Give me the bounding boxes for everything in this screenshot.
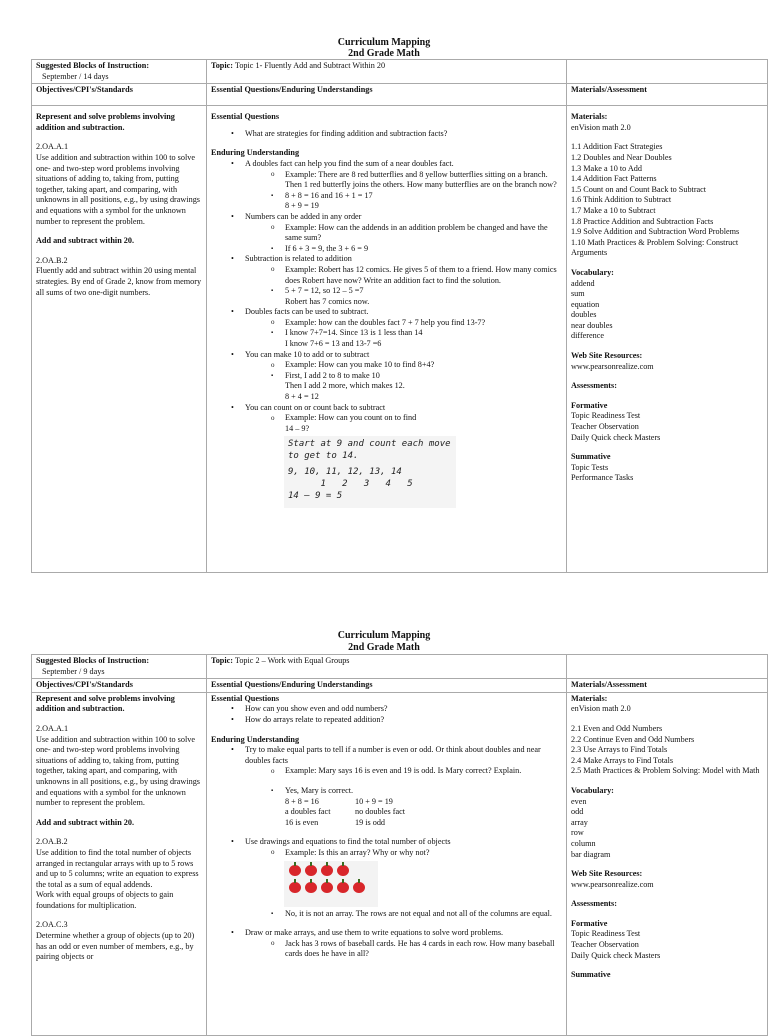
understanding-item: • Draw or make arrays, and use them to write equations to solve word problems.	[211, 928, 562, 939]
answer-item: ▪ I know 7+7=14. Since 13 is 1 less than 14 I know 7+6 = 13 and 13-7 =6	[211, 328, 562, 349]
answer-item	[211, 786, 562, 828]
lesson-item: 2.1 Even and Odd Numbers	[571, 723, 663, 733]
lesson-item: 1.3 Make a 10 to Add	[571, 163, 642, 173]
example-item: o Example: Is this an array? Why or why not?	[211, 848, 562, 859]
objective-heading: Add and subtract within 20.	[36, 236, 135, 246]
apple-icon	[321, 882, 333, 893]
column-header-row	[32, 84, 768, 106]
essential-questions-heading: Essential Questions	[211, 112, 280, 122]
understanding-item: • Doubles facts can be used to subtract.	[211, 307, 562, 318]
suggested-blocks-cell	[32, 655, 207, 679]
summative-item: Performance Tasks	[571, 473, 634, 483]
sketch-line: 1 2 3 4 5	[288, 479, 413, 490]
topic-value: Topic 1- Fluently Add and Subtract Within 20	[234, 61, 386, 70]
formative-heading: Formative	[571, 918, 608, 928]
suggested-blocks-value: September / 9 days	[42, 666, 105, 676]
enduring-understanding-heading: Enduring Understanding	[211, 148, 300, 158]
content-row	[32, 692, 768, 1035]
lesson-item: 1.7 Make a 10 to Subtract	[571, 205, 656, 215]
objectives-cell	[32, 106, 207, 573]
col-essential-header: Essential Questions/Enduring Understandings	[207, 84, 567, 106]
formative-item: Topic Readiness Test	[571, 411, 641, 421]
topic-row	[32, 60, 768, 84]
standard-code: 2.OA.A.1	[36, 142, 69, 152]
apple-icon	[321, 865, 333, 876]
handwritten-count-on-sketch	[284, 436, 456, 508]
apple-icon	[289, 865, 301, 876]
materials-cell	[567, 106, 768, 573]
example-item: o Jack has 3 rows of baseball cards. He has 4 cards in each row. How many baseball cards does he have in all?	[211, 939, 562, 960]
vocabulary-item: addend	[571, 278, 595, 288]
standard-code: 2.OA.A.1	[36, 723, 69, 733]
vocabulary-item: even	[571, 796, 587, 806]
formative-item: Daily Quick check Masters	[571, 950, 661, 960]
sketch-line: to get to 14.	[288, 451, 359, 462]
apple-array-image	[284, 861, 378, 907]
answer-line: ▪ Yes, Mary is correct.	[285, 785, 354, 795]
answer-item: ▪ If 6 + 3 = 9, the 3 + 6 = 9	[211, 244, 562, 255]
col-objectives-header: Objectives/CPI's/Standards	[32, 679, 207, 693]
example-item: o Example: Mary says 16 is even and 19 is odd. Is Mary correct? Explain.	[211, 766, 562, 777]
answer-line: 10 + 9 = 19	[355, 796, 393, 806]
document-title: Curriculum Mapping	[337, 630, 431, 641]
materials-cell	[567, 692, 768, 1035]
example-item: o Example: how can the doubles fact 7 + 7 help you find 13-7?	[211, 318, 562, 329]
formative-item: Topic Readiness Test	[571, 929, 641, 939]
column-header-row	[32, 679, 768, 693]
summative-heading: Summative	[571, 452, 611, 462]
col-essential-header: Essential Questions/Enduring Understandings	[207, 679, 567, 693]
answer-line: no doubles fact	[355, 807, 406, 817]
col-materials-header: Materials/Assessment	[567, 84, 768, 106]
standard-text: Determine whether a group of objects (up to 20) has an odd or even number of members, e.g., by pairing objects or	[36, 931, 195, 962]
apple-icon	[353, 882, 365, 893]
lesson-item: 1.9 Solve Addition and Subtraction Word Problems	[571, 227, 740, 237]
lesson-item: 2.5 Math Practices & Problem Solving: Model with Math	[571, 766, 760, 776]
lesson-item: 1.10 Math Practices & Problem Solving: Construct Arguments	[571, 237, 739, 258]
vocabulary-item: row	[571, 828, 584, 838]
essential-question: • What are strategies for finding addition and subtraction facts?	[211, 129, 562, 140]
materials-heading: Materials:	[571, 693, 608, 703]
example-item: o Example: There are 8 red butterflies and 8 yellow butterflies sitting on a branch. Then 1 red butterfly joins the others. How many butterflies are on the branch now?	[211, 170, 562, 191]
vocabulary-list	[571, 279, 763, 343]
vocabulary-item: bar diagram	[571, 849, 611, 859]
curriculum-table-topic-1	[31, 59, 768, 573]
lesson-item: 1.6 Think Addition to Subtract	[571, 195, 672, 205]
answer-item: ▪ No, it is not an array. The rows are not equal and not all of the columns are equal.	[211, 909, 562, 920]
empty-cell	[567, 655, 768, 679]
lesson-list	[571, 142, 763, 259]
essential-questions-heading: Essential Questions	[211, 693, 280, 703]
topic-label: Topic:	[211, 61, 233, 70]
vocabulary-item: odd	[571, 807, 584, 817]
answer-line: 19 is odd	[355, 817, 386, 827]
standard-text: Use addition and subtraction within 100 to solve one- and two-step word problems involving situations of adding to, taking from, putting together, taking apart, and comparing, with unknowns in all positions, e.g., by using drawings and equations with a symbol for the unknown number to represent the problem.	[36, 152, 200, 226]
col-objectives-header: Objectives/CPI's/Standards	[32, 84, 207, 106]
vocabulary-heading: Vocabulary:	[571, 785, 614, 795]
enduring-understanding-heading: Enduring Understanding	[211, 734, 300, 744]
standard-text: Use addition and subtraction within 100 to solve one- and two-step word problems involving situations of adding to, taking from, putting together, taking apart, and comparing, with unknowns in all positions, e.g., by using drawings and equations with a symbol for the unknown number to represent the problem.	[36, 734, 200, 808]
standard-text: Fluently add and subtract within 20 using mental strategies. By end of Grade 2, know from memory all sums of two one-digit numbers.	[36, 266, 202, 297]
understanding-item: • You can count on or count back to subtract	[211, 403, 562, 414]
objective-heading: Represent and solve problems involving addition and subtraction.	[36, 693, 175, 714]
document-title: Curriculum Mapping	[337, 37, 431, 48]
apple-icon	[337, 865, 349, 876]
understanding-item: • Numbers can be added in any order	[211, 212, 562, 223]
example-item: o Example: How can you make 10 to find 8+4?	[211, 360, 562, 371]
lesson-item: 1.1 Addition Fact Strategies	[571, 142, 663, 152]
web-resources-heading: Web Site Resources:	[571, 869, 643, 879]
understanding-item: • Try to make equal parts to tell if a number is even or odd. Or think about doubles and near doubles facts	[211, 745, 562, 766]
answer-line: 8 + 8 = 16	[285, 796, 319, 806]
summative-item: Topic Tests	[571, 462, 609, 472]
answer-item: ▪ First, I add 2 to 8 to make 10 Then I add 2 more, which makes 12. 8 + 4 = 12	[211, 371, 562, 403]
vocabulary-item: sum	[571, 289, 585, 299]
empty-cell	[567, 60, 768, 84]
apple-icon	[305, 865, 317, 876]
lesson-list	[571, 724, 763, 777]
standard-code: 2.OA.C.3	[36, 920, 68, 930]
topic-cell	[207, 655, 567, 679]
topic-label: Topic:	[211, 656, 233, 665]
materials-heading: Materials:	[571, 112, 608, 122]
vocabulary-item: column	[571, 838, 596, 848]
objectives-cell	[32, 692, 207, 1035]
summative-heading: Summative	[571, 970, 611, 980]
document-subtitle: 2nd Grade Math	[348, 642, 420, 653]
curriculum-table-topic-2	[31, 654, 768, 1036]
standard-code: 2.OA.B.2	[36, 255, 68, 265]
web-resources-heading: Web Site Resources:	[571, 351, 643, 361]
understanding-item: • A doubles fact can help you find the sum of a near doubles fact.	[211, 159, 562, 170]
objective-heading: Add and subtract within 20.	[36, 817, 135, 827]
answer-line: 16 is even	[285, 817, 319, 827]
vocabulary-item: doubles	[571, 310, 597, 320]
apple-icon	[305, 882, 317, 893]
objective-heading: Represent and solve problems involving addition and subtraction.	[36, 112, 175, 132]
understanding-item: • Subtraction is related to addition	[211, 254, 562, 265]
lesson-item: 1.5 Count on and Count Back to Subtract	[571, 184, 707, 194]
suggested-blocks-value: September / 14 days	[42, 71, 109, 81]
sketch-line: 14 – 9 = 5	[288, 491, 343, 502]
apple-icon	[289, 882, 301, 893]
vocabulary-item: array	[571, 817, 588, 827]
formative-list	[571, 411, 763, 443]
topic-row	[32, 655, 768, 679]
essential-question: • How can you show even and odd numbers?	[211, 704, 562, 715]
formative-item: Daily Quick check Masters	[571, 432, 661, 442]
vocabulary-list	[571, 797, 763, 861]
answer-line: a doubles fact	[285, 807, 331, 817]
vocabulary-item: difference	[571, 331, 605, 341]
apple-icon	[337, 882, 349, 893]
vocabulary-item: equation	[571, 299, 600, 309]
formative-heading: Formative	[571, 400, 608, 410]
content-row	[32, 106, 768, 573]
standard-text: Work with equal groups of objects to gain foundations for multiplication.	[36, 890, 174, 910]
summative-list	[571, 463, 763, 484]
lesson-item: 1.4 Addition Fact Patterns	[571, 174, 657, 184]
answer-item: ▪ 8 + 8 = 16 and 16 + 1 = 17 8 + 9 = 19	[211, 191, 562, 212]
lesson-item: 1.2 Doubles and Near Doubles	[571, 152, 672, 162]
sketch-line: 9, 10, 11, 12, 13, 14	[288, 467, 402, 478]
essential-questions-cell	[207, 106, 567, 573]
document-subtitle: 2nd Grade Math	[348, 48, 420, 59]
understanding-item: • Use drawings and equations to find the total number of objects	[211, 837, 562, 848]
lesson-item: 1.8 Practice Addition and Subtraction Facts	[571, 216, 714, 226]
understanding-item: • You can make 10 to add or to subtract	[211, 350, 562, 361]
example-item: o Example: Robert has 12 comics. He gives 5 of them to a friend. How many comics does Robert have now? Write an addition fact to find the solution.	[211, 265, 562, 286]
answer-item: ▪ 5 + 7 = 12, so 12 – 5 =7 Robert has 7 comics now.	[211, 286, 562, 307]
web-resource-link[interactable]: www.pearsonrealize.com	[571, 879, 654, 889]
topic-cell	[207, 60, 567, 84]
sketch-line: Start at 9 and count each move	[288, 439, 451, 450]
suggested-blocks-cell	[32, 60, 207, 84]
program-name: enVision math 2.0	[571, 704, 631, 714]
assessments-heading: Assessments:	[571, 381, 617, 391]
standard-code: 2.OA.B.2	[36, 837, 68, 847]
example-item: o Example: How can you count on to find 14 – 9?	[211, 413, 562, 434]
example-item: o Example: How can the addends in an addition problem be changed and have the same sum?	[211, 223, 562, 244]
lesson-item: 2.2 Continue Even and Odd Numbers	[571, 734, 695, 744]
formative-item: Teacher Observation	[571, 940, 639, 950]
col-materials-header: Materials/Assessment	[567, 679, 768, 693]
formative-item: Teacher Observation	[571, 422, 639, 432]
formative-list	[571, 929, 763, 961]
lesson-item: 2.3 Use Arrays to Find Totals	[571, 745, 668, 755]
essential-questions-cell	[207, 692, 567, 1035]
web-resource-link[interactable]: www.pearsonrealize.com	[571, 361, 654, 371]
essential-question: • How do arrays relate to repeated addition?	[211, 715, 562, 726]
program-name: enVision math 2.0	[571, 122, 631, 132]
vocabulary-item: near doubles	[571, 320, 613, 330]
suggested-blocks-label: Suggested Blocks of Instruction:	[36, 656, 150, 665]
lesson-item: 2.4 Make Arrays to Find Totals	[571, 755, 674, 765]
suggested-blocks-label: Suggested Blocks of Instruction:	[36, 61, 150, 70]
standard-text: Use addition to find the total number of objects arranged in rectangular arrays with up to 5 rows and up to 5 columns; write an equation to express the total as a sum of equal addends.	[36, 847, 199, 889]
assessments-heading: Assessments:	[571, 899, 617, 909]
topic-value: Topic 2 – Work with Equal Groups	[234, 656, 350, 665]
vocabulary-heading: Vocabulary:	[571, 267, 614, 277]
